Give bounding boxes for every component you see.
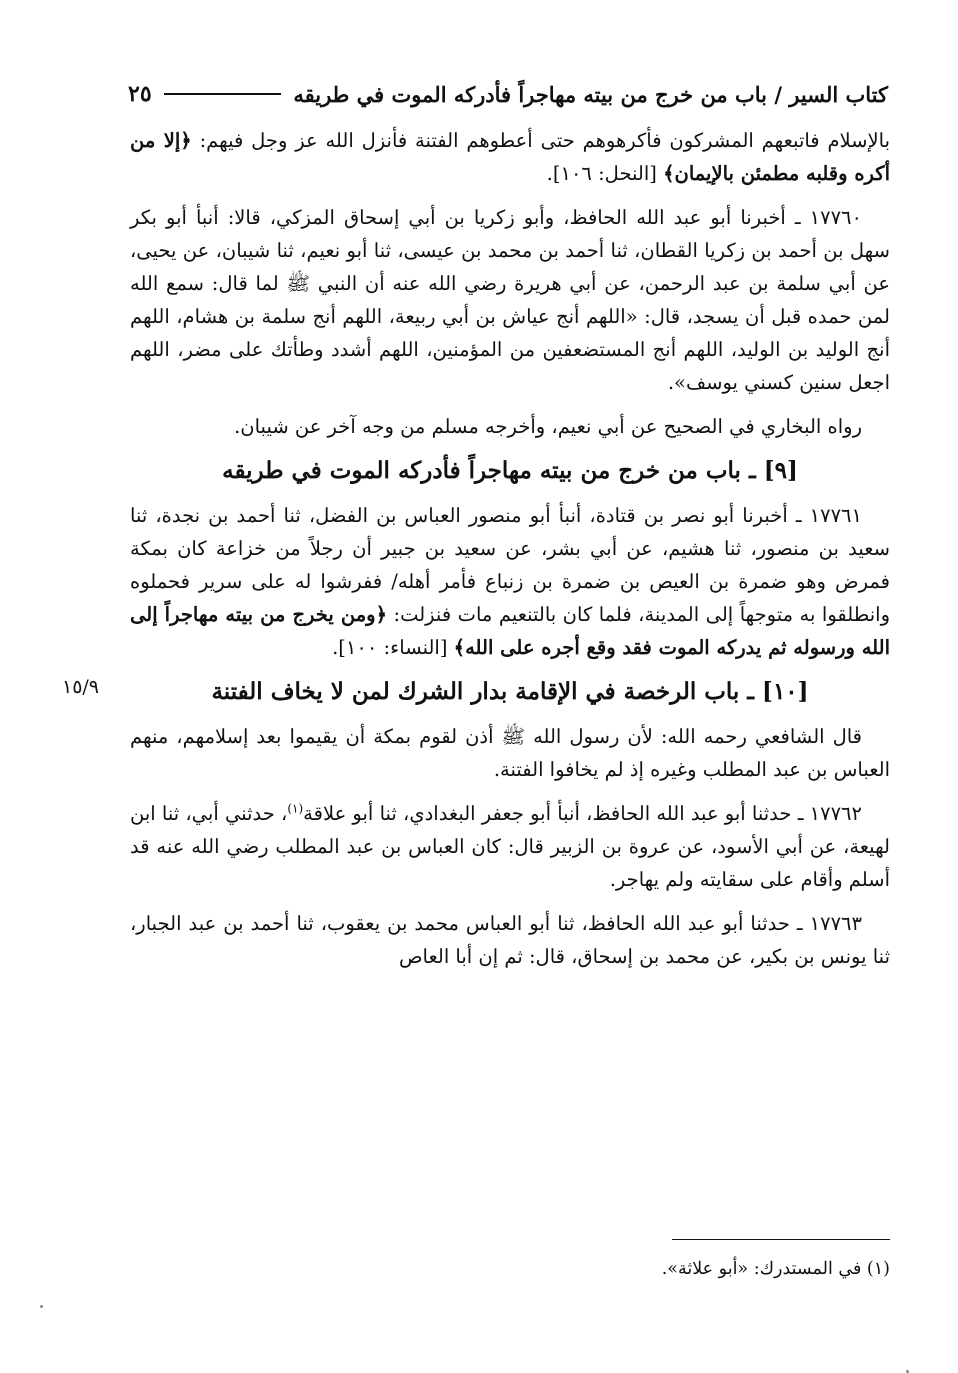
hadith-17762 (130, 797, 890, 896)
quran-quote: ﴿ومن يخرج من بيته مهاجراً إلى الله ورسوله ثم يدركه الموت فقد وقع أجره على الله﴾ (130, 603, 890, 659)
page-number: ٢٥ (128, 81, 152, 107)
body-text (130, 124, 890, 984)
shafii-quote: قال الشافعي رحمه الله: لأن رسول الله ﷺ أذن لقوم بمكة أن يقيموا بعد إسلامهم، منهم العباس بن عبد المطلب وغيره إذ لم يخافوا الفتنة. (130, 725, 890, 781)
footnote-separator (672, 1239, 890, 1240)
running-header (128, 74, 888, 114)
paragraph-continuation (130, 124, 890, 190)
scan-speck (40, 1305, 43, 1308)
quran-reference: [النساء: ١٠٠]. (332, 636, 448, 659)
running-title: كتاب السير / باب من خرج من بيته مهاجراً فأدركه الموت في طريقه (293, 81, 888, 107)
footnote: (١) في المستدرك: «أبو علاثة». (661, 1259, 890, 1279)
hadith-17760: ١٧٧٦٠ ـ أخبرنا أبو عبد الله الحافظ، وأبو زكريا بن أبي إسحاق المزكي، قالا: أنبأ أبو بكر سهل بن أحمد بن زكريا القطان، ثنا أحمد بن محمد بن عيسى، ثنا أبو نعيم، ثنا شيبان، عن يحيى، عن أبي سلمة بن عبد الرحمن، عن أبي هريرة رضي الله عنه أن النبي ﷺ لما قال: سمع الله لمن حمده قبل أن يسجد، قال: «اللهم أنج عياش بن أبي ربيعة، اللهم أنج سلمة بن هشام، اللهم أنج الوليد بن الوليد، اللهم أنج المستضعفين من المؤمنين، اللهم أشدد وطأتك على مضر، اللهم اجعل سنين كسني يوسف». (130, 206, 890, 394)
paragraph-text: ، حدثني أبي، ثنا ابن لهيعة، عن أبي الأسود، عن عروة بن الزبير قال: كان العباس بن عبد المطلب رضي الله عنه قد أسلم وأقام على سقايته ولم يهاجر. (130, 802, 890, 891)
chapter-heading-9: [٩] ـ باب من خرج من بيته مهاجراً فأدركه الموت في طريقه (222, 457, 798, 484)
paragraph-text: ١٧٧٦٢ ـ حدثنا أبو عبد الله الحافظ، أنبأ أبو جعفر البغدادي، ثنا أبو علاقة (303, 802, 862, 825)
hadith-17763: ١٧٧٦٣ ـ حدثنا أبو عبد الله الحافظ، ثنا أبو العباس محمد بن يعقوب، ثنا أحمد بن عبد الجبار، ثنا يونس بن بكير، عن محمد بن إسحاق، قال: ثم إن أبا العاص (130, 912, 890, 968)
hadith-commentary: رواه البخاري في الصحيح عن أبي نعيم، وأخرجه مسلم من وجه آخر عن شيبان. (234, 415, 862, 438)
footnote-marker: (١) (287, 801, 304, 816)
header-rule (164, 93, 282, 95)
quran-quote: ﴿إلا من أكره وقلبه مطمئن بالإيمان﴾ (130, 129, 890, 185)
hadith-17761 (130, 499, 890, 664)
paragraph-text: ١٧٧٦١ ـ أخبرنا أبو نصر بن قتادة، أنبأ أبو منصور العباس بن الفضل، ثنا أحمد بن نجدة، ثنا سعيد بن منصور، ثنا هشيم، عن أبي بشر، عن سعيد بن جبير أن رجلاً من خزاعة كان بمكة فمرض وهو ضمرة بن العيص بن ضمرة بن زنباع فأمر أهله/ ففرشوا له على سرير فحملوه وانطلقوا به متوجهاً إلى المدينة، فلما كان بالتنعيم مات فنزلت: (130, 504, 890, 626)
margin-volume-page-ref: ١٥/٩ (62, 676, 100, 698)
chapter-heading-10: [١٠] ـ باب الرخصة في الإقامة بدار الشرك لمن لا يخاف الفتنة (211, 678, 809, 705)
paragraph-text: بالإسلام فاتبعهم المشركون فأكرهوهم حتى أعطوهم الفتنة فأنزل الله عز وجل فيهم: (199, 129, 891, 152)
quran-reference: [النحل: ١٠٦]. (546, 162, 657, 185)
